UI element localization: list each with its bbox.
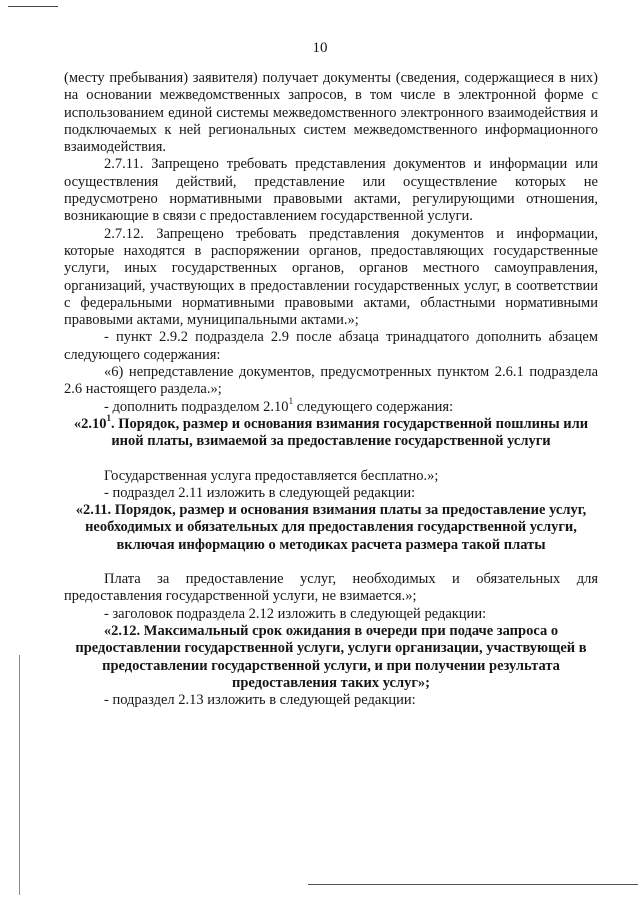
top-rule — [8, 6, 58, 7]
amendment-item-2-9-2: - пункт 2.9.2 подраздела 2.9 после абзаца тринадцатого дополнить абзацем следующего содержания: — [64, 329, 598, 363]
blank-line — [64, 554, 598, 571]
paragraph-2-7-12: 2.7.12. Запрещено требовать представления документов и информации, которые находятся в распоряжении органов, предоставляющих государственные услуги, иных государственных органов, органов местного самоуправления, организаций, участвующих в предоставлении государственных услуг, в соответствии с федеральными нормативными правовыми актами, областными нормативными правовыми актами, муниципальными актами.»; — [64, 225, 598, 329]
left-margin-line — [19, 655, 20, 895]
bottom-rule — [308, 884, 638, 885]
blank-line — [64, 451, 598, 468]
heading-2-12: «2.12. Максимальный срок ожидания в очереди при подаче запроса о предоставлении государственной услуги, услуги организации, участвующей в предоставлении государственной услуги, и при получении результата предоставления таких услуг»; — [75, 622, 587, 691]
document-body — [64, 70, 598, 709]
heading-2-11: «2.11. Порядок, размер и основания взимания платы за предоставление услуг, необходимых и обязательных для предоставления государственной услуги, включая информацию о методиках расчета размера такой платы — [75, 502, 587, 553]
amendment-2-12: - заголовок подраздела 2.12 изложить в следующей редакции: — [104, 605, 487, 622]
amendment-2-13: - подраздел 2.13 изложить в следующей редакции: — [104, 692, 416, 709]
page-number: 10 — [312, 40, 328, 56]
paragraph-free-service: Государственная услуга предоставляется бесплатно.»; — [104, 467, 439, 484]
paragraph-fee-not-charged: Плата за предоставление услуг, необходимых и обязательных для предоставления государственной услуги, не взимается.»; — [64, 571, 598, 605]
paragraph-2-7-11: 2.7.11. Запрещено требовать представления документов и информации или осуществления действий, представление или осуществление которых не предусмотрено нормативными правовыми актами, регулирующими отношения, возникающие в связи с предоставлением государственной услуги. — [64, 156, 598, 225]
heading-2-10-1: «2.10$^1$. Порядок, размер и основания взимания государственной пошлины или иной платы, взимаемой за предоставление государственной услуги — [73, 413, 589, 450]
amendment-2-11: - подраздел 2.11 изложить в следующей редакции: — [104, 484, 416, 501]
amendment-add-2-10-1: - дополнить подразделом 2.10$^1$ следующего содержания: — [104, 395, 454, 415]
paragraph-continuation: (месту пребывания) заявителя) получает документы (сведения, содержащиеся в них) на основании межведомственных запросов, в том числе в электронной форме с использованием единой системы межведомственного электронного взаимодействия и подключаемых к ней региональных систем межведомственного информационного взаимодействия. — [64, 70, 598, 156]
quote-item-6: «6) непредставление документов, предусмотренных пунктом 2.6.1 подраздела 2.6 настоящего раздела.»; — [64, 364, 598, 398]
